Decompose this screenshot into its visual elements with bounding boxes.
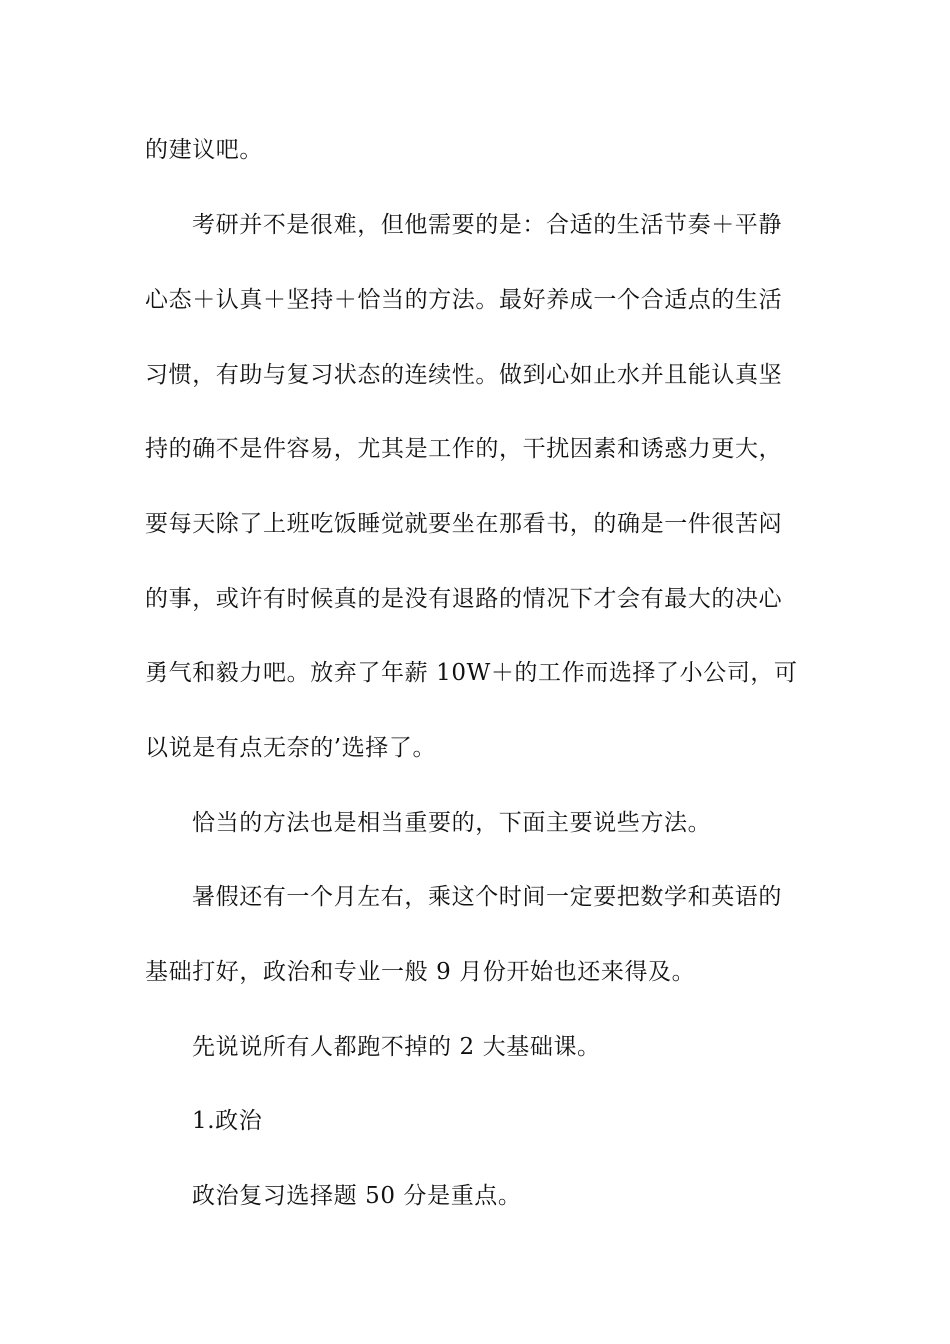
paragraph-line-12: 基础打好，政治和专业一般 9 月份开始也还来得及。 [145, 959, 696, 985]
paragraph-line-5: 持的确不是件容易，尤其是工作的，干扰因素和诱惑力更大， [145, 436, 783, 462]
paragraph-line-9: 以说是有点无奈的’选择了。 [145, 735, 437, 761]
paragraph-line-15: 政治复习选择题 50 分是重点。 [192, 1183, 522, 1209]
paragraph-line-1: 的建议吧。 [145, 137, 263, 163]
paragraph-line-2: 考研并不是很难，但他需要的是：合适的生活节奏＋平静 [192, 212, 782, 238]
paragraph-line-4: 习惯，有助与复习状态的连续性。做到心如止水并且能认真坚 [145, 362, 783, 388]
paragraph-line-7: 的事，或许有时候真的是没有退路的情况下才会有最大的决心 [145, 586, 783, 612]
paragraph-line-6: 要每天除了上班吃饭睡觉就要坐在那看书，的确是一件很苦闷 [145, 511, 783, 537]
paragraph-line-11: 暑假还有一个月左右，乘这个时间一定要把数学和英语的 [192, 884, 782, 910]
section-heading: 1.政治 [192, 1108, 263, 1134]
paragraph-line-3: 心态＋认真＋坚持＋恰当的方法。最好养成一个合适点的生活 [145, 287, 783, 313]
paragraph-line-8: 勇气和毅力吧。放弃了年薪 10W＋的工作而选择了小公司，可 [145, 660, 798, 686]
paragraph-line-10: 恰当的方法也是相当重要的，下面主要说些方法。 [192, 810, 712, 836]
paragraph-line-13: 先说说所有人都跑不掉的 2 大基础课。 [192, 1034, 601, 1060]
